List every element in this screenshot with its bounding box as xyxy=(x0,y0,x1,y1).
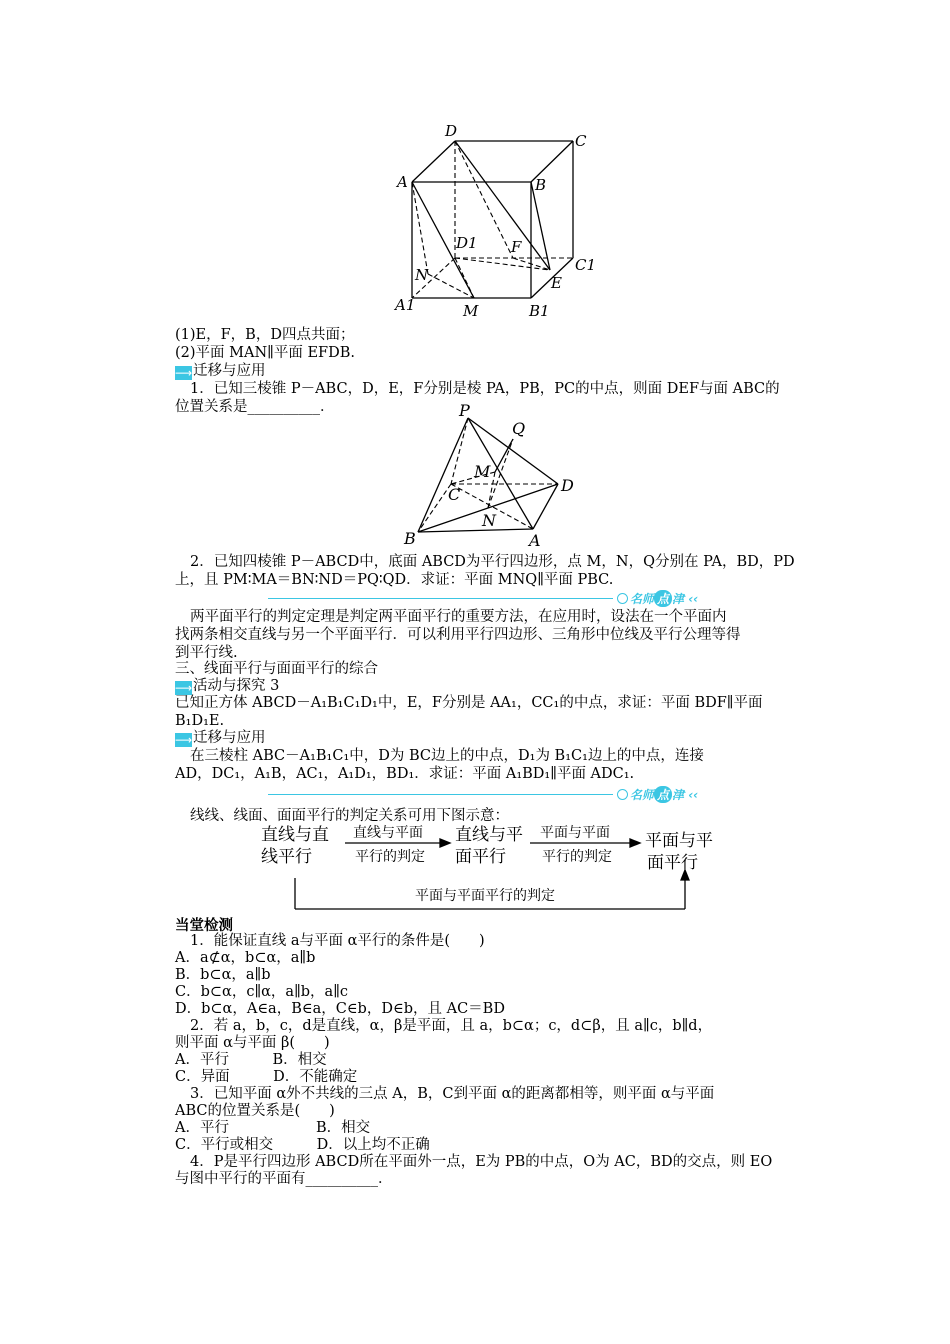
test-q1-option: A．a⊄α，b⊂α，a∥b xyxy=(175,950,316,966)
divider-line xyxy=(268,794,613,795)
cube-label: M xyxy=(463,302,479,320)
cube-label: F xyxy=(511,238,522,256)
flow-node-plane-plane: 面平行 xyxy=(647,853,698,873)
section3-tag: 活动与探究 3 xyxy=(193,678,280,694)
flow-node-plane-plane: 平面与平 xyxy=(645,831,713,851)
test-q2-line2: 则平面 α与平面 β( ) xyxy=(175,1035,330,1051)
divider-line xyxy=(268,598,613,599)
cube-label: D1 xyxy=(456,234,478,252)
badge-text: 津 xyxy=(672,788,685,802)
circle-icon xyxy=(617,593,628,604)
apply2-line1: 在三棱柱 ABC－A₁B₁C₁中，D为 BC边上的中点，D₁为 B₁C₁边上的中点，连接 xyxy=(190,748,704,764)
note1-line3: 到平行线. xyxy=(175,645,238,661)
teacher-tip-badge: 名师 点 津 ‹‹ xyxy=(617,786,698,803)
section3-line1: 已知正方体 ABCD－A₁B₁C₁D₁中，E，F分别是 AA₁，CC₁的中点，求证：平面 BDF∥平面 xyxy=(175,695,763,711)
test-q1-option: C．b⊂α，c∥α，a∥b，a∥c xyxy=(175,984,349,1000)
note1-line1: 两平面平行的判定定理是判定两平面平行的重要方法，在应用时，设法在一个平面内 xyxy=(190,609,727,625)
pyramid-label: M xyxy=(474,462,491,481)
apply2-heading xyxy=(175,729,805,748)
cube-label: B1 xyxy=(529,302,550,320)
cube-label: A xyxy=(397,173,408,191)
section3-title: 三、线面平行与面面平行的综合 xyxy=(175,661,378,677)
flow-edge-label: 直线与平面 xyxy=(353,825,423,841)
part1-line1: (1)E，F，B，D四点共面； xyxy=(175,327,355,343)
cube-label: D xyxy=(445,122,458,140)
cube-label: B xyxy=(535,176,547,194)
circle-icon xyxy=(617,789,628,800)
badge-text: 点 xyxy=(654,590,672,607)
cube-label: E xyxy=(551,274,562,292)
pyramid-label: N xyxy=(482,511,496,530)
teacher-tip-badge: 名师 点 津 ‹‹ xyxy=(617,590,698,607)
badge-text: 点 xyxy=(654,786,672,803)
pyramid-label: P xyxy=(459,404,470,420)
test-q1: 1．能保证直线 a与平面 α平行的条件是( ) xyxy=(190,933,485,949)
pyramid-label: C xyxy=(448,485,461,504)
test-q3-options: C．平行或相交 D．以上均不正确 xyxy=(175,1137,430,1153)
apply1-q1-line2: 位置关系是__________． xyxy=(175,399,335,415)
badge-text: 津 xyxy=(672,592,685,606)
apply1-heading xyxy=(175,362,805,381)
test-q3-line1: 3．已知平面 α外不共线的三点 A，B，C到平面 α的距离都相等，则平面 α与平面 xyxy=(190,1086,715,1102)
flow-node-line-plane: 直线与平 xyxy=(455,825,523,845)
flow-edge-label: 平行的判定 xyxy=(355,849,425,865)
apply1-tag: 迁移与应用 xyxy=(193,363,266,379)
note2-line: 线线、线面、面面平行的判定关系可用下图示意： xyxy=(190,808,509,824)
apply2-tag: 迁移与应用 xyxy=(193,730,266,746)
badge-text: 名师 xyxy=(630,788,655,802)
flow-node-line-line: 线平行 xyxy=(261,847,312,867)
cube-label: C xyxy=(575,132,587,150)
apply1-q1-line1: 1．已知三棱锥 P－ABC，D，E，F分别是棱 PA，PB，PC的中点，则面 DEF与面 ABC的 xyxy=(190,381,780,397)
arrow-icon: ⟶ xyxy=(175,733,193,747)
pyramid-label: D xyxy=(561,476,574,495)
section3-line2: B₁D₁E. xyxy=(175,713,225,729)
test-q4-line2: 与图中平行的平面有__________． xyxy=(175,1171,393,1187)
test-q2-line1: 2．若 a，b，c，d是直线，α，β是平面，且 a，b⊂α；c，d⊂β，且 a∥c，b∥d， xyxy=(190,1018,713,1034)
badge-text: 名师 xyxy=(630,592,655,606)
flow-edge-label: 平行的判定 xyxy=(542,849,612,865)
pyramid-label: A xyxy=(529,531,541,550)
test-q1-option: B．b⊂α，a∥b xyxy=(175,967,271,983)
flow-node-line-plane: 面平行 xyxy=(455,847,506,867)
arrow-icon: ⟶ xyxy=(175,366,193,380)
pyramid-label: B xyxy=(404,529,416,548)
test-q3-options: A．平行 B．相交 xyxy=(175,1120,371,1136)
flow-edge-label: 平面与平面 xyxy=(540,825,610,841)
test-title: 当堂检测 xyxy=(175,917,233,934)
pyramid-figure xyxy=(395,404,595,552)
cube-label: N xyxy=(415,266,429,284)
note1-line2: 找两条相交直线与另一个平面平行．可以利用平行四边形、三角形中位线及平行公理等得 xyxy=(175,627,741,643)
pyramid-label: Q xyxy=(512,419,526,438)
q2-line2: 上，且 PM∶MA＝BN∶ND＝PQ∶QD．求证：平面 MNQ∥平面 PBC. xyxy=(175,572,614,588)
q2-line1: 2．已知四棱锥 P－ABCD中，底面 ABCD为平行四边形，点 M，N，Q分别在 PA，BD，PD xyxy=(190,554,795,570)
flow-node-line-line: 直线与直 xyxy=(261,825,329,845)
apply2-line2: AD，DC₁，A₁B，AC₁，A₁D₁，BD₁．求证：平面 A₁BD₁∥平面 ADC₁. xyxy=(175,766,635,782)
arrow-icon: ⟶ xyxy=(175,681,193,695)
flow-bottom-label: 平面与平面平行的判定 xyxy=(415,888,555,904)
cube-figure xyxy=(385,120,605,325)
cube-label: A1 xyxy=(395,296,416,314)
part1-line2: (2)平面 MAN∥平面 EFDB. xyxy=(175,345,355,361)
test-q2-options: C．异面 D．不能确定 xyxy=(175,1069,358,1085)
flowchart xyxy=(255,822,735,914)
test-q2-options: A．平行 B．相交 xyxy=(175,1052,327,1068)
test-q3-line2: ABC的位置关系是( ) xyxy=(175,1103,335,1119)
test-q4-line1: 4．P是平行四边形 ABCD所在平面外一点，E为 PB的中点，O为 AC，BD的交点，则 EO xyxy=(190,1154,773,1170)
test-q1-option: D．b⊂α，A∈a，B∈a，C∈b，D∈b，且 AC＝BD xyxy=(175,1001,505,1017)
cube-label: C1 xyxy=(575,256,597,274)
